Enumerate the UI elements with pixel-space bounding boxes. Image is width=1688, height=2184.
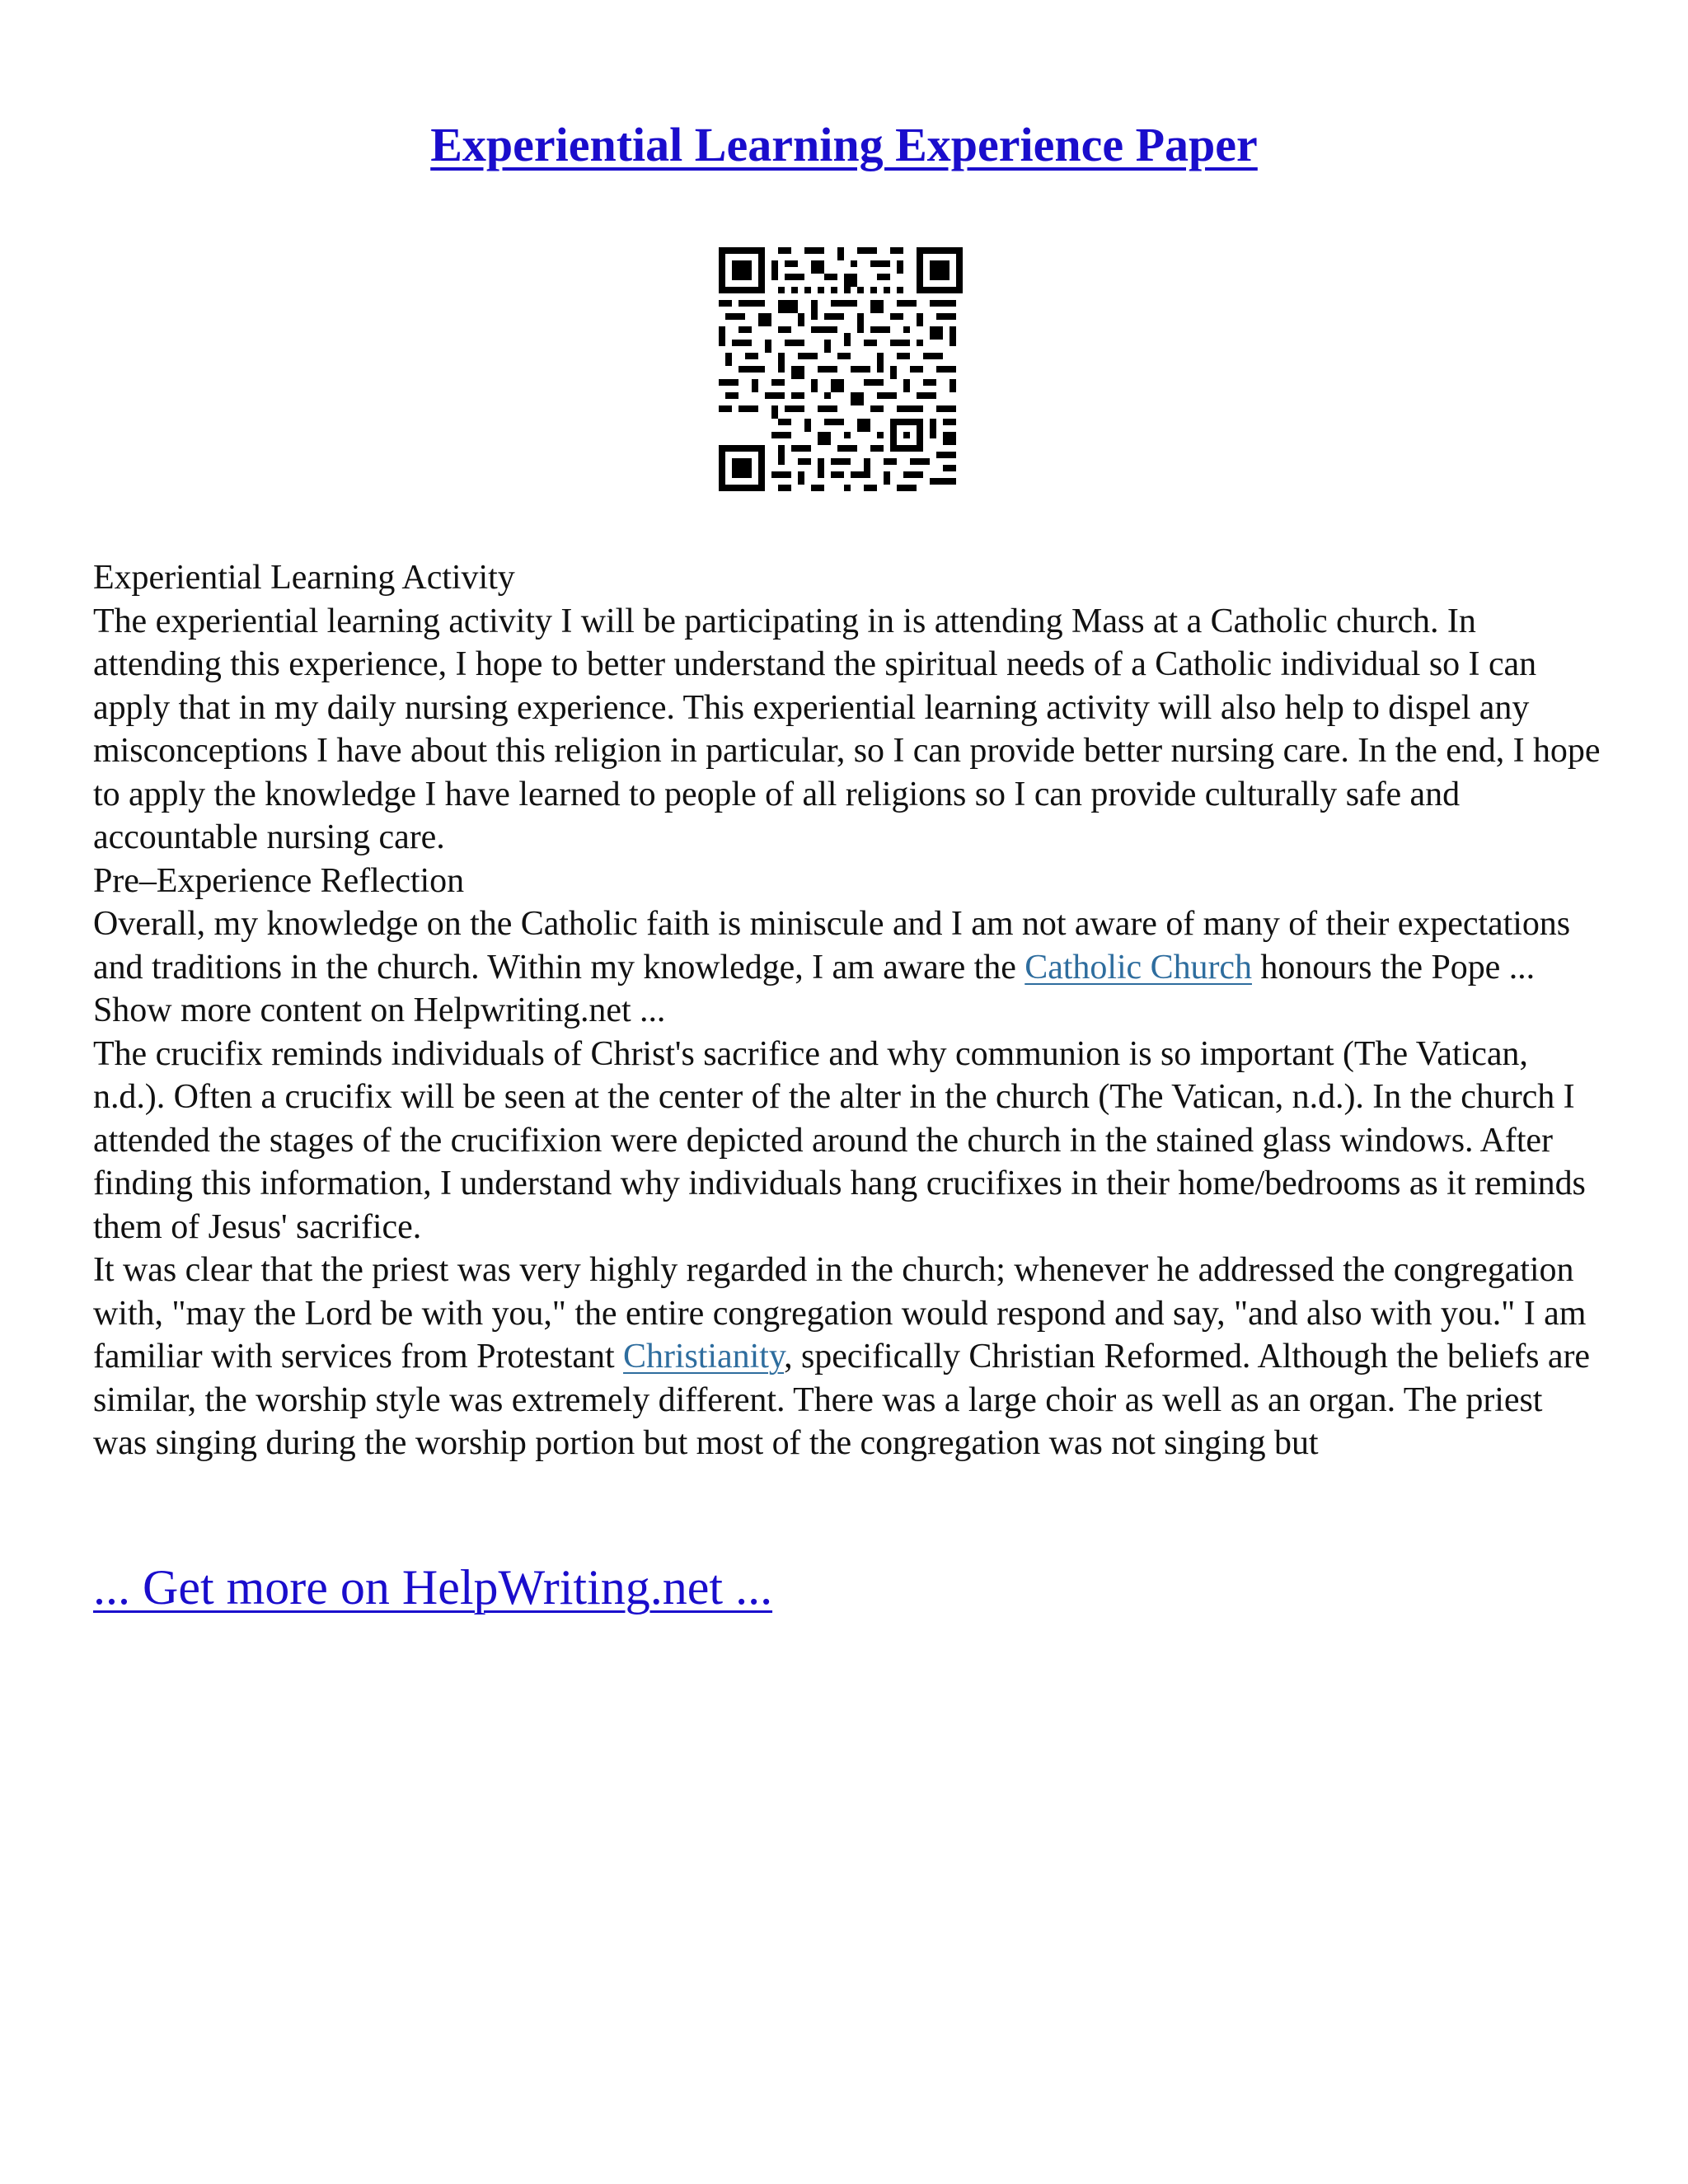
reflection-text-start: Overall, my knowledge on the Catholic faith is miniscule and I am not aware of many of their expectations and traditions in the church. Within my knowledge, I am aware the	[93, 905, 1571, 987]
priest-text-end: , specifically Christian Reformed. Although the beliefs are similar, the worship style was extremely different. There was a large choir as well as an organ. The priest was singing during the worship portion but most of the congregation was not singing but	[93, 1338, 1591, 1462]
title-link[interactable]: Experiential Learning Experience Paper	[430, 118, 1258, 171]
christianity-link[interactable]: Christianity	[623, 1338, 785, 1376]
get-more-link[interactable]: ... Get more on HelpWriting.net ...	[93, 1560, 773, 1615]
reflection-heading: Pre–Experience Reflection	[93, 861, 465, 900]
catholic-church-link[interactable]: Catholic Church	[1025, 948, 1252, 987]
page-title	[0, 115, 1688, 175]
activity-heading: Experiential Learning Activity	[93, 559, 515, 597]
reflection-paragraph	[93, 902, 1601, 1033]
crucifix-paragraph: The crucifix reminds individuals of Christ's sacrifice and why communion is so important (The Vatican, n.d.). Often a crucifix will be seen at the center of the alter in the church (The Vatican, n.d.). In the church I attended the stages of the crucifixion were depicted around the church in the stained glass windows. After finding this information, I understand why individuals hang crucifixes in their home/bedrooms as it reminds them of Jesus' sacrifice.	[93, 1034, 1586, 1246]
priest-text-start: It was clear that the priest was very highly regarded in the church; whenever he addressed the congregation with, "may the Lord be with you," the entire congregation would respond and say, "and also with you." I am familiar with services from Protestant	[93, 1251, 1587, 1376]
qr-code-icon	[719, 247, 963, 491]
document-body	[93, 556, 1601, 1465]
priest-paragraph	[93, 1249, 1601, 1465]
reflection-text-end: honours the Pope ... Show more content on Helpwriting.net ...	[93, 948, 1536, 1029]
activity-paragraph: The experiential learning activity I will be participating in is attending Mass at a Catholic church. In attending this experience, I hope to better understand the spiritual needs of a Catholic individual so I can apply that in my daily nursing experience. This experiential learning activity will also help to dispel any misconceptions I have about this religion in particular, so I can provide better nursing care. In the end, I hope to apply the knowledge I have learned to people of all religions so I can provide culturally safe and accountable nursing care.	[93, 602, 1601, 856]
